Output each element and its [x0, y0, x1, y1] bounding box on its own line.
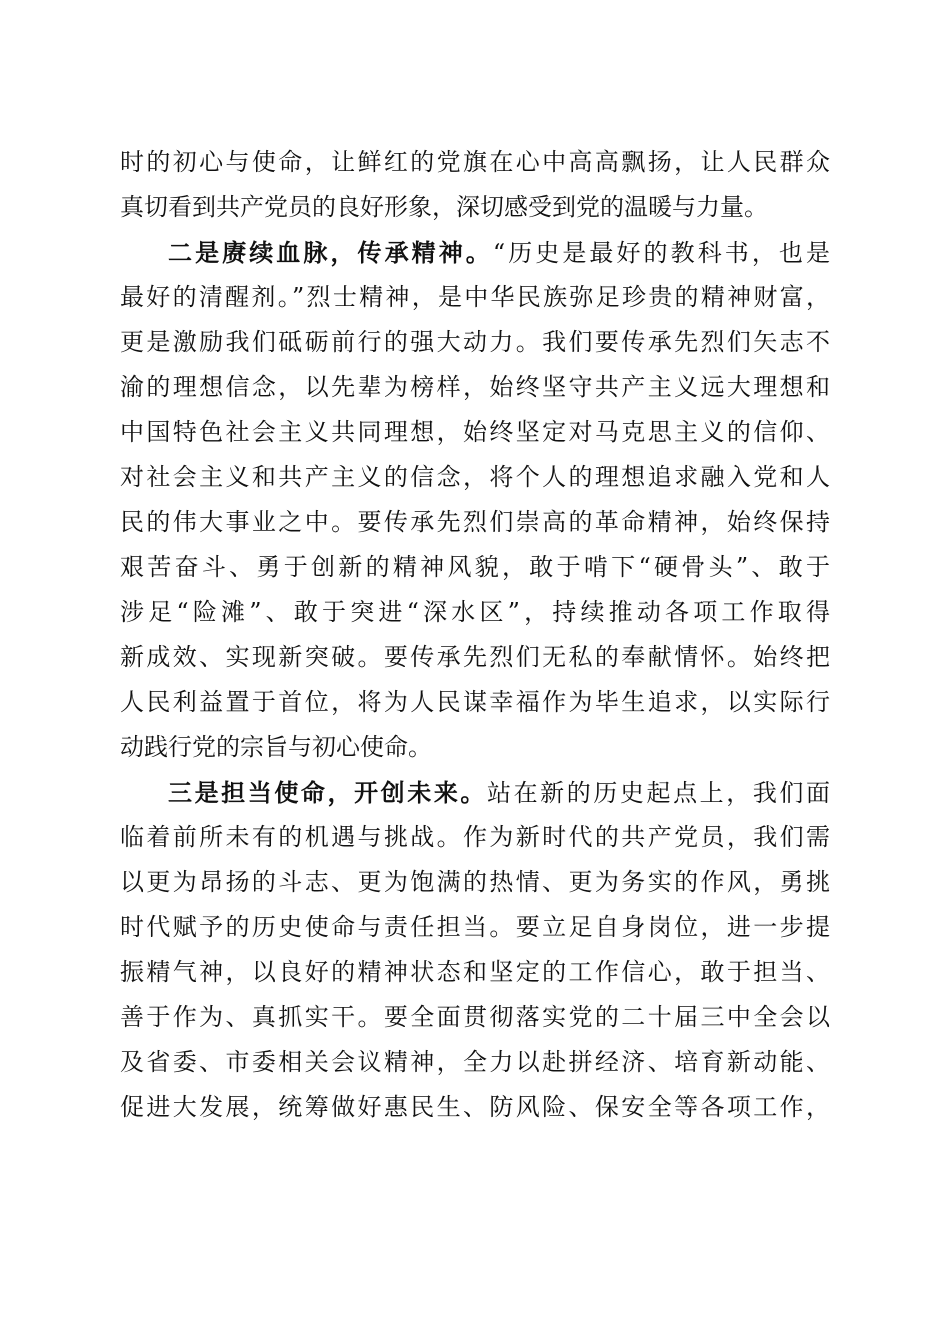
paragraph-lead: 二是赓续血脉，传承精神。: [168, 238, 493, 267]
text-line: 临着前所未有的机遇与挑战。作为新时代的共产党员，我们需: [120, 823, 830, 851]
text-line: 时代赋予的历史使命与责任担当。要立足自身岗位，进一步提: [120, 913, 830, 941]
text-line: 艰苦奋斗、勇于创新的精神风貌，敢于啃下“硬骨头”、敢于: [120, 553, 830, 581]
text-line-body: “历史是最好的教科书，也是: [492, 239, 830, 267]
text-line: 及省委、市委相关会议精神，全力以赴拼经济、培育新动能、: [120, 1048, 830, 1076]
text-line: 促进大发展，统筹做好惠民生、防风险、保安全等各项工作，: [120, 1093, 830, 1121]
paragraph-start-line: [120, 230, 830, 275]
text-line-body: 站在新的历史起点上，我们面: [487, 779, 830, 807]
text-line: 动践行党的宗旨与初心使命。: [120, 733, 432, 761]
text-line: 善于作为、真抓实干。要全面贯彻落实党的二十届三中全会以: [120, 1003, 830, 1031]
text-line: 真切看到共产党员的良好形象，深切感受到党的温暖与力量。: [120, 193, 768, 221]
text-line: 民的伟大事业之中。要传承先烈们崇高的革命精神，始终保持: [120, 508, 830, 536]
text-line: 中国特色社会主义共同理想，始终坚定对马克思主义的信仰、: [120, 418, 830, 446]
text-line: 新成效、实现新突破。要传承先烈们无私的奉献情怀。始终把: [120, 643, 830, 671]
paragraph-lead: 三是担当使命，开创未来。: [168, 778, 487, 807]
text-line: 最好的清醒剂。”烈士精神，是中华民族弥足珍贵的精神财富，: [120, 283, 830, 311]
text-line: 更是激励我们砥砺前行的强大动力。我们要传承先烈们矢志不: [120, 328, 830, 356]
text-line: 时的初心与使命，让鲜红的党旗在心中高高飘扬，让人民群众: [120, 148, 830, 176]
document-body: [120, 140, 830, 1130]
text-line: 渝的理想信念，以先辈为榜样，始终坚守共产主义远大理想和: [120, 373, 830, 401]
text-line: 涉足“险滩”、敢于突进“深水区”，持续推动各项工作取得: [120, 598, 830, 626]
text-line: 人民利益置于首位，将为人民谋幸福作为毕生追求，以实际行: [120, 688, 830, 716]
text-line: 对社会主义和共产主义的信念，将个人的理想追求融入党和人: [120, 463, 830, 491]
text-line: 以更为昂扬的斗志、更为饱满的热情、更为务实的作风，勇挑: [120, 868, 830, 896]
text-line: 振精气神，以良好的精神状态和坚定的工作信心，敢于担当、: [120, 958, 830, 986]
paragraph-start-line: [120, 770, 830, 815]
